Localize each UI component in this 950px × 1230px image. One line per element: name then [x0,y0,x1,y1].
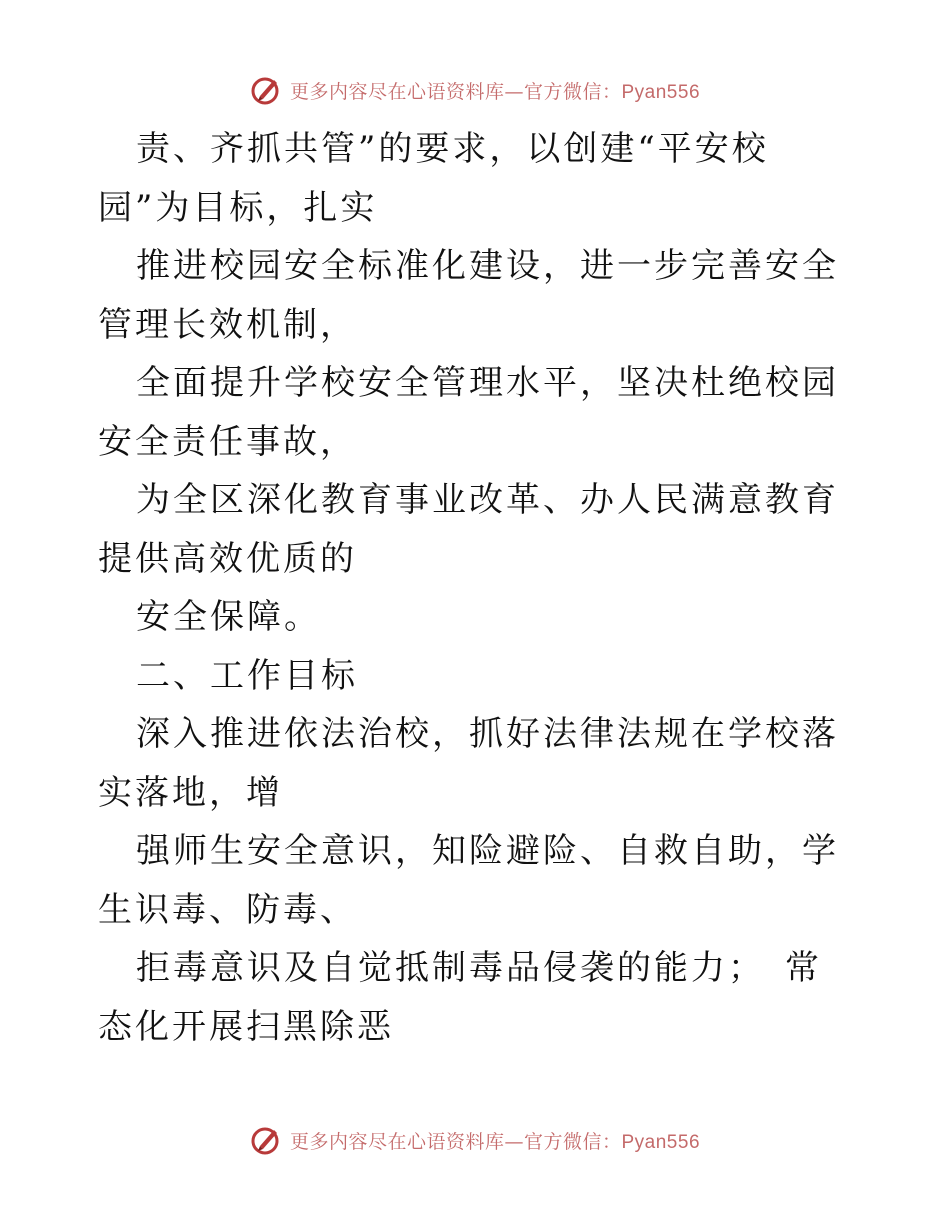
paragraph-1: 责、齐抓共管”的要求，以创建“平安校园”为目标，扎实 [98,129,769,228]
pen-logo-icon [250,74,282,106]
pen-logo-icon [250,1124,282,1156]
header-watermark [0,70,950,110]
footer-watermark [0,1120,950,1160]
paragraph-2: 推进校园安全标准化建设，进一步完善安全管理长效机制， [98,246,839,345]
paragraph-8: 拒毒意识及自觉抵制毒品侵袭的能力； 常态化开展扫黑除恶 [98,948,822,1047]
paragraph-4: 为全区深化教育事业改革、办人民满意教育提供高效优质的 [98,480,839,579]
watermark-wechat-id: Pyan556 [621,1131,701,1153]
watermark-text: 更多内容尽在心语资料库—官方微信：Pyan556 [289,80,701,103]
watermark-text: 更多内容尽在心语资料库—官方微信：Pyan556 [289,1130,701,1153]
paragraph-7: 强师生安全意识，知险避险、自救自助，学生识毒、防毒、 [98,831,839,930]
paragraph-3: 全面提升学校安全管理水平，坚决杜绝校园安全责任事故， [98,363,839,462]
document-body [98,120,858,1056]
paragraph-6: 深入推进依法治校，抓好法律法规在学校落实落地，增 [98,714,839,813]
paragraph-5: 安全保障。 [136,597,321,637]
watermark-wechat-id: Pyan556 [621,81,701,103]
section-heading: 二、工作目标 [136,655,358,696]
